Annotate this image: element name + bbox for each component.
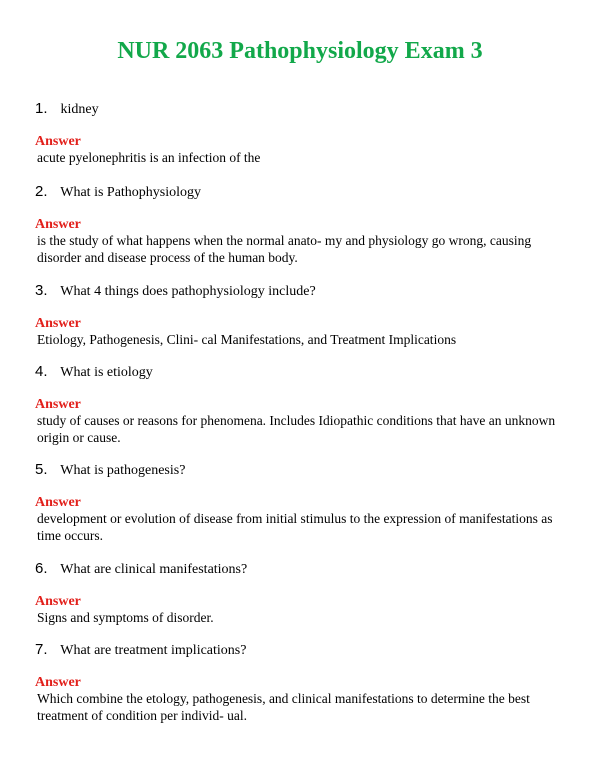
question-number: 2. [35,183,48,200]
qa-item-6 [35,560,565,627]
answer-text: acute pyelonephritis is an infection of the [37,150,261,165]
question [35,461,565,480]
answer-text: Which combine the etology, pathogenesis, and clinical manifestations to determine the best treatment of condition per individ- ual. [37,691,530,723]
answer-text: study of causes or reasons for phenomena. Includes Idiopathic conditions that have an unknown origin or cause. [37,413,556,445]
question-number: 1. [35,100,48,117]
answer-label: Answer [35,594,81,609]
question-text: What is Pathophysiology [60,185,202,200]
question [35,641,565,660]
answer-text: development or evolution of disease from initial stimulus to the expression of manifestations as time occurs. [37,511,553,543]
question-number: 4. [35,363,48,380]
question [35,560,565,579]
question-text: What 4 things does pathophysiology include? [60,284,316,299]
answer-text: Etiology, Pathogenesis, Clini- cal Manifestations, and Treatment Implications [37,332,457,347]
question-text: What is etiology [60,365,153,380]
question-number: 3. [35,282,48,299]
question-number: 7. [35,641,48,658]
question-text: What are treatment implications? [60,643,247,658]
qa-item-4 [35,363,565,446]
question-number: 6. [35,560,48,577]
qa-item-1 [35,100,565,167]
answer-label: Answer [35,397,81,412]
answer-label: Answer [35,495,81,510]
answer-text: Signs and symptoms of disorder. [37,610,214,625]
question [35,363,565,382]
answer-label: Answer [35,675,81,690]
question [35,183,565,202]
qa-item-2 [35,183,565,266]
answer-label: Answer [35,134,81,149]
page-title: NUR 2063 Pathophysiology Exam 3 [117,38,483,64]
question [35,100,565,119]
answer-label: Answer [35,217,81,232]
question-text: kidney [60,102,99,117]
qa-item-5 [35,461,565,544]
qa-item-3 [35,282,565,349]
question-number: 5. [35,461,48,478]
question-text: What is pathogenesis? [60,463,186,478]
answer-text: is the study of what happens when the normal anato- my and physiology go wrong, causing disorder and disease process of the human body. [37,233,532,265]
qa-item-7 [35,641,565,724]
answer-label: Answer [35,316,81,331]
question-text: What are clinical manifestations? [60,562,248,577]
question [35,282,565,301]
